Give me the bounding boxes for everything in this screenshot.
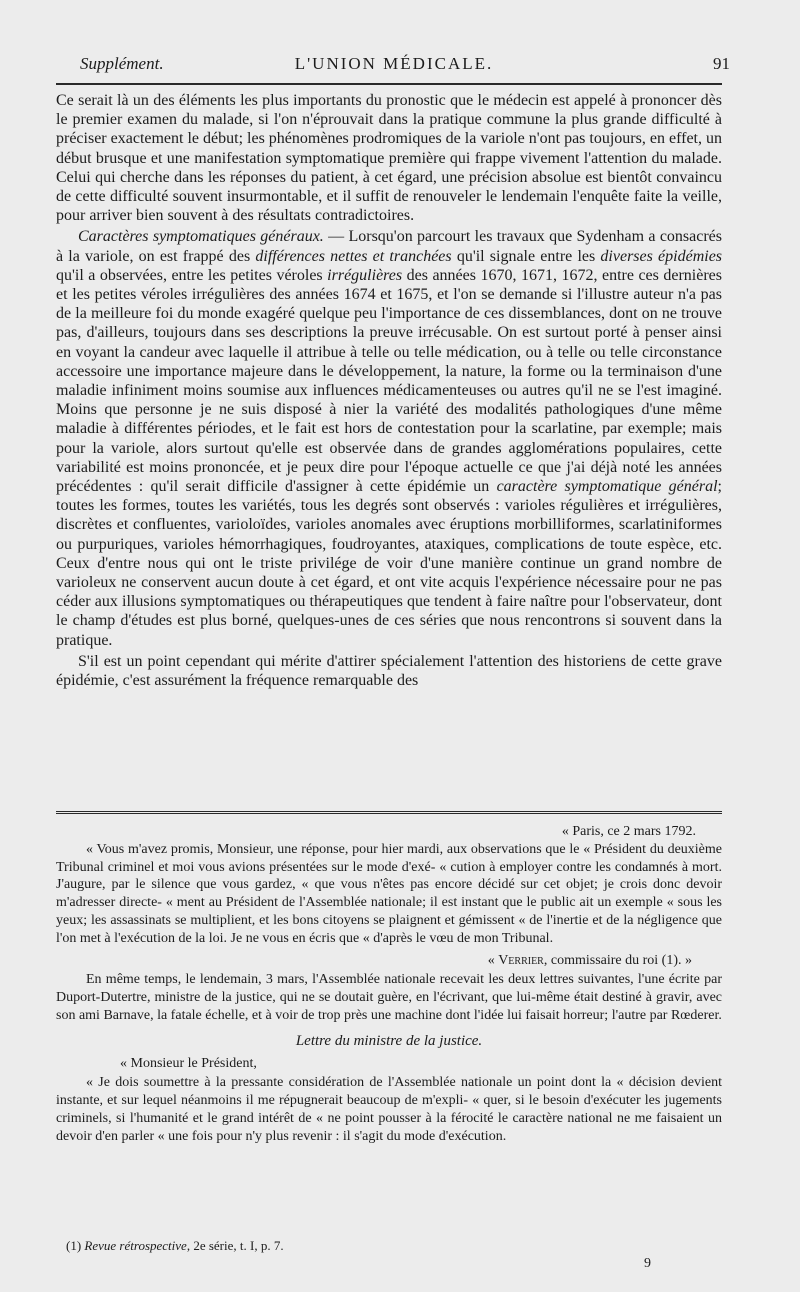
letter-date: « Paris, ce 2 mars 1792. bbox=[561, 824, 696, 839]
letter-caption: Lettre du ministre de la justice. bbox=[295, 1032, 483, 1049]
narrative-paragraph: En même temps, le lendemain, 3 mars, l'Assemblée nationale recevait les deux lettres suivantes, l'une écrite par Duport-Dutertre, ministre de la justice, qui ne se doutait guère, en l'écrivant, que lui-même était destiné à gravir, avec son ami Barnave, la fatale échelle, et à voir de trop près une machine dont l'idée lui faisait horreur; l'autre par Rœderer. bbox=[56, 972, 722, 1023]
page-number: 91 bbox=[713, 54, 730, 73]
feuilleton-text bbox=[56, 823, 722, 1146]
letter-salutation: « Monsieur le Président, bbox=[120, 1055, 257, 1071]
main-text bbox=[56, 91, 722, 690]
paragraph-frequency: S'il est un point cependant qui mérite d'attirer spécialement l'attention des historiens de cette grave épidémie, c'est assurément la fréquence remarquable des bbox=[56, 652, 722, 690]
letter-body: « Vous m'avez promis, Monsieur, une réponse, pour hier mardi, aux observations que le « Président du deuxième Tribunal criminel et moi vous avions présentées sur le mode d'exé- « cution à employer contre les condamnés à mort. J'augure, par le silence que vous gardez, « que vous n'êtes pas encore décidé sur cet objet; je crois donc devoir m'adresser directe- « ment au Président de l'Assemblée nationale; il est instant que le public ait un exemple « sous les yeux; les assassinats se multiplient, et les bons citoyens se plaignent et gémissent « de l'inertie et de la négligence que l'on met à l'exécution de la loi. Je ne vous en écris que « d'après le vœu de mon Tribunal. bbox=[56, 841, 722, 946]
signature-mark: 9 bbox=[644, 1256, 651, 1271]
paragraph-general-symptoms: Caractères symptomatiques généraux. — Lorsqu'on parcourt les travaux que Sydenham a consacrés à la variole, on est frappé des différences nettes et tranchées qu'il signale entre les diverses épidémies qu'il a observées, entre les petites véroles irrégulières des années 1670, 1671, 1672, entre ces dernières et les petites véroles irrégulières des années 1674 et 1675, et l'on se demande si l'illustre auteur n'a pas de la meilleure foi du monde exagéré quelque peu l'importance de ces dissemblances, dont on ne trouve pas, d'ailleurs, toujours dans ses descriptions la preuve irrécusable. On est surtout porté à penser ainsi en voyant la candeur avec laquelle il attribue à telle ou telle médication, ou à telle ou telle circonstance accessoire une importance majeure dans le développement, la nature, la forme ou la terminaison d'une maladie infiniment moins soumise aux influences médicamenteuses ou autres qu'il ne se l'est imaginé. Moins que personne je ne suis disposé à nier la variété des modalités pathologiques d'une même maladie à différentes périodes, et le fait est hors de contestation pour la scarlatine, par exemple; mais pour la variole, alors surtout qu'elle est observée dans de grandes agglomérations populaires, cette variabilité est moins prononcée, et je peux dire pour l'époque actuelle ce que j'ai déjà noté les années précédentes : qu'il serait difficile d'assigner à cette épidémie un caractère symptomatique général; toutes les formes, toutes les variétés, tous les degrés sont observés : varioles régulières et irrégulières, discrètes et confluentes, varioloïdes, varioles anomales avec éruptions morbilliformes, scarlatiniformes ou purpuriques, varioles hémorrhagiques, foudroyantes, ataxiques, complications de toute espèce, etc. Ceux d'entre nous qui ont le triste privilége de voir d'une manière continue un grand nombre de varioleux ne conservent aucun doute à cet égard, et ont vite acquis l'expérience nécessaire pour ne pas céder aux illusions symptomatiques ou thérapeutiques que tendent à faire naître pour l'observateur, dont le champ d'études est plus borné, quelques-unes de ces séries que nous rencontrons si souvent dans la pratique. bbox=[56, 228, 723, 649]
footnote-source: Revue rétrospective bbox=[84, 1238, 187, 1253]
paragraph-prognosis: Ce serait là un des éléments les plus importants du pronostic que le médecin est appelé à prononcer dès le premier examen du malade, si l'on n'éprouvait dans la pratique commune la plus grande difficulté à préciser exactement le début; les phénomènes prodromiques de la variole n'ont pas toujours, en effet, un début brusque et une manifestation symptomatique première qui frappe vivement l'attention du malade. Celui qui cherche dans les réponses du patient, à cet égard, une précision absolue est bientôt convaincu de cette difficulté souvent insurmontable, et il suffit de renouveler le lendemain l'enquête faite la veille, pour arriver bien souvent à des résultats contradictoires. bbox=[56, 92, 722, 225]
footnote: (1) Revue rétrospective, 2e série, t. I, p. 7. bbox=[66, 1238, 284, 1253]
letter-signature: « Verrier, commissaire du roi (1). » bbox=[487, 952, 692, 968]
journal-title: L'UNION MÉDICALE. bbox=[294, 54, 494, 73]
running-header bbox=[58, 48, 730, 78]
header-rule bbox=[56, 83, 722, 85]
letter-closing: « Je dois soumettre à la pressante considération de l'Assemblée nationale un point dont la « décision devient instante, et sur lequel néanmoins il me répugnerait beaucoup de m'expli- « quer, si le besoin d'exécuter les jugements criminels, si l'humanité et le grand intérêt de « ne point pousser à la férocité le caractère national ne me faisaient un devoir d'en parler « une fois pour n'y plus revenir : il s'agit du mode d'exécution. bbox=[56, 1075, 722, 1144]
section-heading: Caractères symptomatiques généraux. bbox=[78, 228, 324, 246]
section-label: Supplément. bbox=[80, 54, 164, 73]
feuilleton-rule bbox=[56, 811, 722, 814]
